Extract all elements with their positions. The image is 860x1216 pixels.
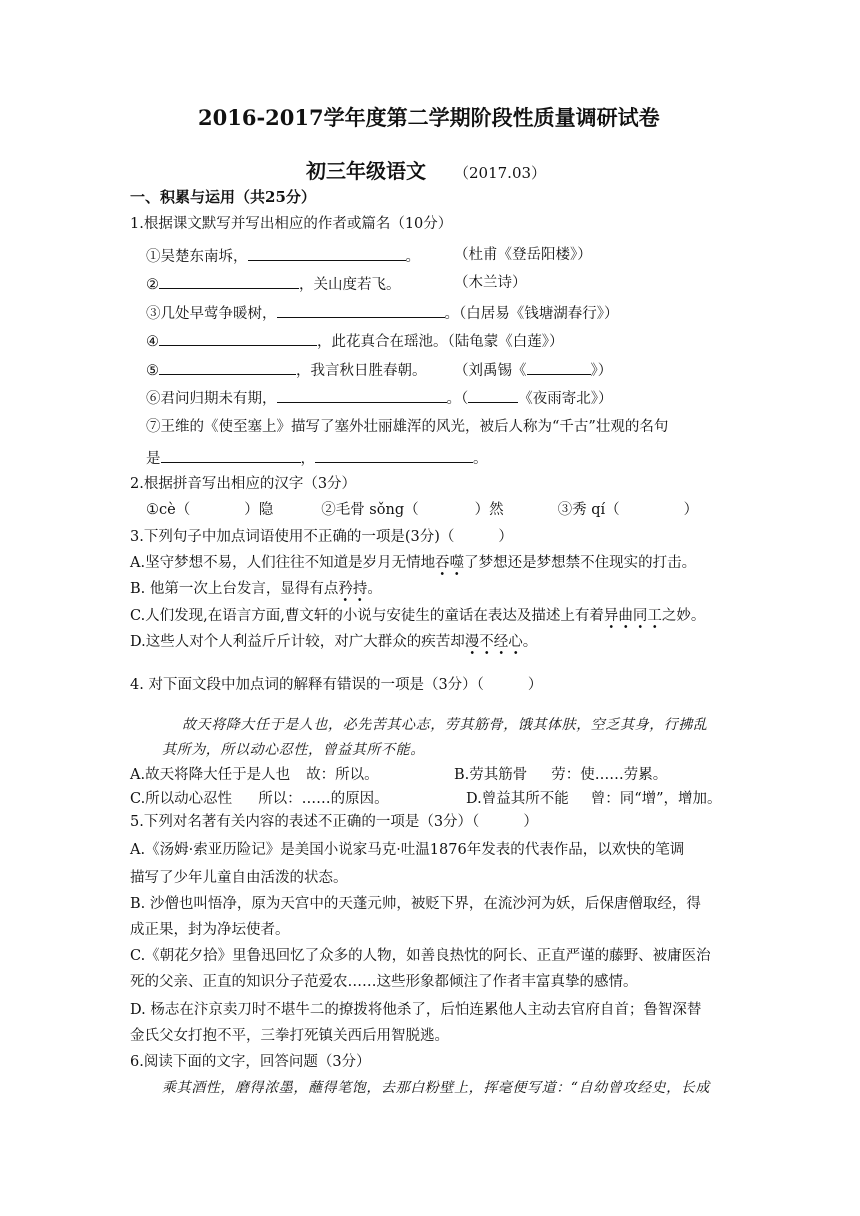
q4-passage-line2: 其所为，所以动心忍性，曾益其所不能。 — [162, 742, 425, 758]
option-text: B.劳其筋骨 — [454, 767, 528, 783]
q5-option-b-line2: 成正果，封为净坛使者。 — [130, 922, 290, 938]
q5-stem — [130, 812, 538, 832]
option-text: C.人们发现,在语言方面,曹文轩的小说与安徒生的童话在表达及描述上有着 — [130, 608, 604, 624]
answer-blank[interactable] — [277, 387, 447, 403]
q2-option-b: ）然 — [474, 502, 504, 518]
subtitle-text: 初三年级语文 — [306, 159, 426, 183]
q3-stem-text: 3.下列句子中加点词语使用不正确的一项是(3分)（ — [130, 529, 455, 545]
q5-option-c-line2: 死的父亲、正直的知识分子范爱农……这些形象都倾注了作者丰富真挚的感情。 — [130, 974, 638, 990]
q5-option-b-line1: B. 沙僧也叫悟净，原为天宫中的天蓬元帅，被贬下界，在流沙河为妖，后保唐僧取经，得 — [130, 896, 701, 912]
q1-item-7-line2 — [146, 447, 488, 469]
item-source: （陆龟蒙《白莲》） — [447, 334, 564, 350]
q3-option-d — [130, 632, 537, 652]
q4-option-d — [466, 789, 722, 809]
option-text: 之妙。 — [661, 608, 706, 624]
q3-option-c — [130, 606, 705, 626]
item-text: 。 — [473, 451, 488, 467]
item-text: ⑤ — [146, 363, 159, 379]
q2-option-a: ①cè（ — [146, 502, 191, 518]
answer-blank[interactable] — [161, 447, 301, 463]
option-text: D.这些人对个人利益斤斤计较，对广大群众的疾苦却 — [130, 634, 465, 650]
q2-option-a: ）隐 — [244, 502, 274, 518]
q1-item-5-source — [454, 359, 612, 381]
dotted-word: 矜持 — [338, 581, 367, 602]
item-text: ④ — [146, 334, 159, 350]
item-source: （白居易《钱塘湖春行》） — [459, 306, 619, 322]
q4-option-c — [130, 789, 389, 809]
dotted-word: 异曲同工 — [604, 608, 662, 629]
q3-option-b — [130, 579, 382, 599]
q2-option-c: ③秀 qí（ — [557, 502, 620, 518]
q3-option-a — [130, 553, 696, 573]
q1-item-2 — [146, 273, 401, 295]
q2-stem: 2.根据拼音写出相应的汉字（3分） — [130, 476, 357, 492]
item-text: 是 — [146, 451, 161, 467]
q2-option-c: ） — [683, 502, 699, 518]
option-explanation: 故：所以。 — [306, 767, 379, 783]
q5-option-d-line2: 金氏父女打抱不平，三拳打死镇关西后用智脱逃。 — [130, 1028, 449, 1044]
answer-blank[interactable] — [159, 273, 299, 289]
item-text: ⑥君问归期未有期， — [146, 391, 277, 407]
option-text: 了梦想还是梦想禁不住现实的打击。 — [464, 555, 697, 571]
dotted-word: 吞噬 — [435, 555, 464, 576]
q1-item-4 — [146, 330, 564, 352]
q5-option-a-line1: A.《汤姆·索亚历险记》是美国小说家马克·吐温1876年发表的代表作品，以欢快的笔调 — [130, 842, 685, 858]
q4-stem-text: ） — [527, 677, 543, 693]
q6-passage-line1: 乘其酒性，磨得浓墨，蘸得笔饱，去那白粉壁上，挥毫便写道：“自幼曾攻经史，长成 — [162, 1080, 710, 1096]
option-text: B. 他第一次上台发言，显得有点 — [130, 581, 339, 597]
q1-item-5 — [146, 359, 427, 381]
option-text: A.故天将降大任于是人也 — [130, 767, 291, 783]
q1-item-1 — [146, 245, 420, 267]
page-subtitle — [306, 157, 546, 187]
answer-blank[interactable] — [248, 245, 406, 261]
q2-option-b: ②毛骨 sǒng（ — [321, 502, 419, 518]
item-text: 。 — [444, 306, 459, 322]
item-source: 《夜雨寄北》） — [518, 391, 613, 407]
answer-blank[interactable] — [315, 447, 473, 463]
q5-option-d-line1: D. 杨志在汴京卖刀时不堪牛二的撩拨将他杀了，后怕连累他人主动去官府自首；鲁智深替 — [130, 1002, 702, 1018]
q4-stem — [130, 675, 542, 695]
item-text: ③几处早莺争暖树， — [146, 306, 277, 322]
q1-item-6 — [146, 387, 613, 409]
q1-item-3 — [146, 302, 619, 324]
option-explanation: 劳：使……劳累。 — [551, 767, 668, 783]
item-source: （刘禹锡《 — [454, 363, 527, 379]
q1-item-2-source: （木兰诗） — [454, 275, 527, 291]
q1-item-1-source: （杜甫《登岳阳楼》） — [454, 247, 592, 263]
option-text: 。 — [367, 581, 382, 597]
q4-passage-line1: 故天将降大任于是人也，必先苦其心志，劳其筋骨，饿其体肤，空乏其身，行拂乱 — [182, 717, 708, 733]
answer-blank[interactable] — [277, 302, 445, 318]
page-title: 2016-2017学年度第二学期阶段性质量调研试卷 — [198, 105, 660, 130]
option-text: 。 — [522, 634, 538, 650]
section-heading: 一、积累与运用（共25分） — [130, 188, 316, 206]
answer-blank[interactable] — [527, 359, 591, 375]
answer-blank[interactable] — [468, 387, 518, 403]
item-text: ①吴楚东南坼， — [146, 249, 248, 265]
item-text: 。（ — [446, 391, 469, 407]
q6-stem: 6.阅读下面的文字，回答问题（3分） — [130, 1054, 371, 1070]
q1-stem: 1.根据课文默写并写出相应的作者或篇名（10分） — [130, 216, 453, 232]
q5-stem-text: 5.下列对名著有关内容的表述不正确的一项是（3分）（ — [130, 814, 480, 830]
q4-option-b — [454, 765, 667, 785]
item-text: ，关山度若飞。 — [299, 277, 401, 293]
q5-option-c-line1: C.《朝花夕拾》里鲁迅回忆了众多的人物，如善良热忱的阿长、正直严谨的藤野、被庸医治 — [130, 948, 711, 964]
option-text: C.所以动心忍性 — [130, 791, 233, 807]
item-text: ， — [300, 451, 315, 467]
item-text: ，此花真合在瑶池。 — [317, 334, 448, 350]
item-text: ② — [146, 277, 159, 293]
q3-stem-text: ） — [498, 529, 513, 545]
answer-blank[interactable] — [159, 359, 296, 375]
item-text: ，我言秋日胜春朝。 — [296, 363, 427, 379]
q4-stem-text: 4. 对下面文段中加点词的解释有错误的一项是（3分）（ — [130, 677, 484, 693]
exam-date: （2017.03） — [454, 164, 547, 182]
option-explanation: 曾：同“增”，增加。 — [590, 791, 722, 807]
answer-blank[interactable] — [159, 330, 317, 346]
option-explanation: 所以：……的原因。 — [258, 791, 389, 807]
option-text: A.坚守梦想不易，人们往往不知道是岁月无情地 — [130, 555, 436, 571]
q3-stem — [130, 527, 513, 547]
option-text: D.曾益其所不能 — [466, 791, 569, 807]
dotted-word: 漫不经心 — [465, 634, 523, 655]
item-source: 》） — [590, 363, 613, 379]
q4-option-a — [130, 765, 379, 785]
q2-options — [146, 500, 698, 520]
q1-item-7-line1: ⑦王维的《使至塞上》描写了塞外壮丽雄浑的风光，被后人称为“千古”壮观的名句 — [146, 419, 669, 435]
item-text: 。 — [405, 249, 420, 265]
q5-option-a-line2: 描写了少年儿童自由活泼的状态。 — [130, 870, 348, 886]
q5-stem-text: ） — [523, 814, 538, 830]
